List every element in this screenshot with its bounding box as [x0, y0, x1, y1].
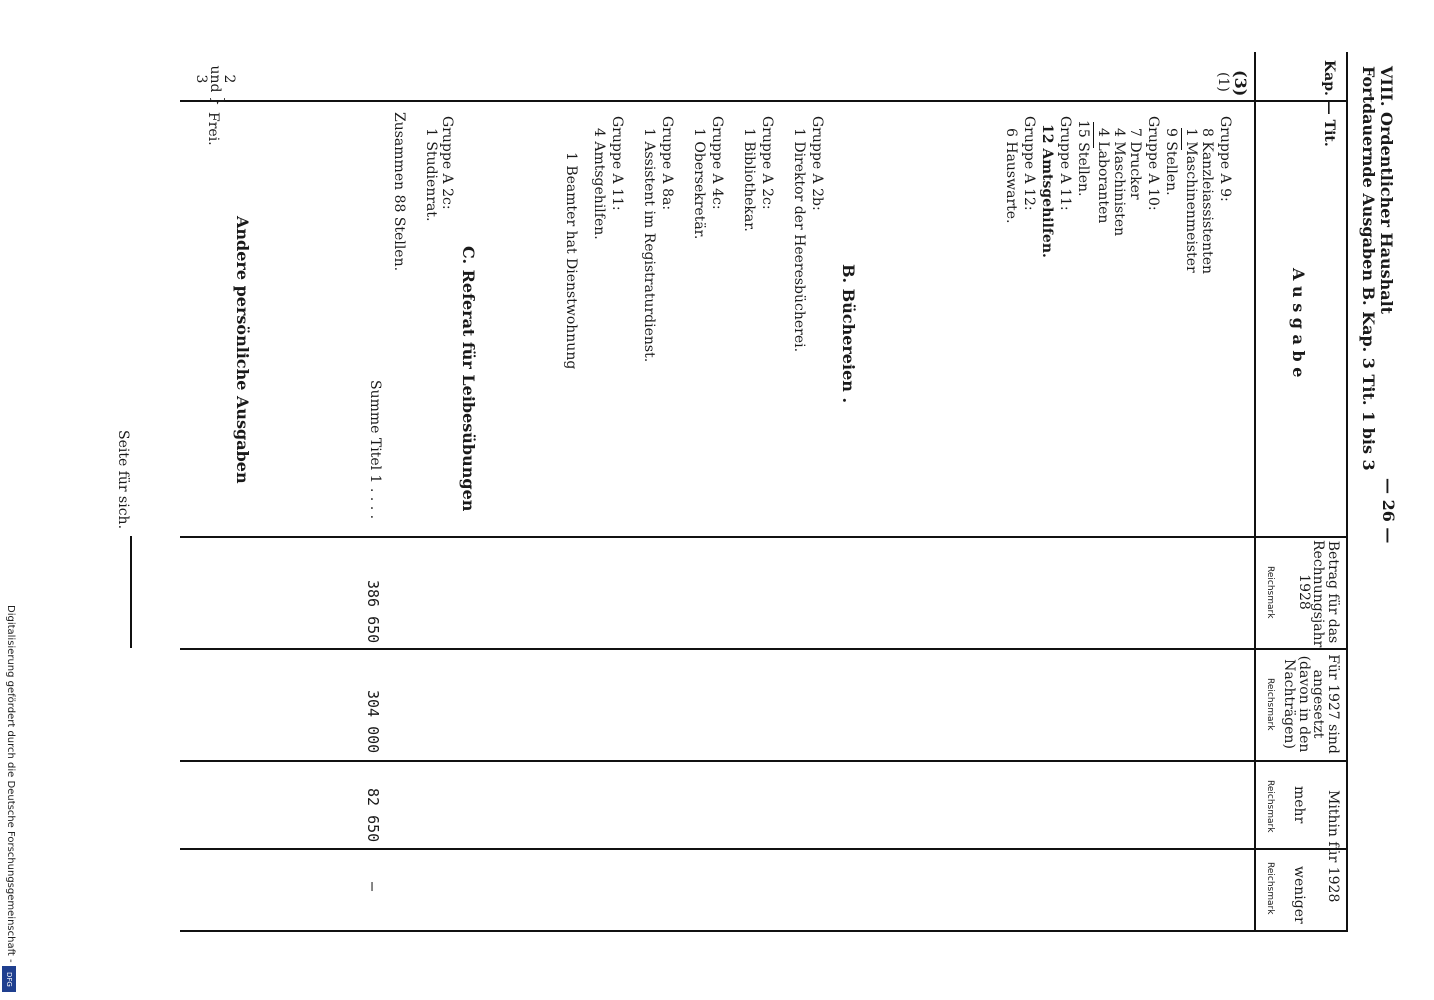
list-item: Gruppe A 12: — [1021, 116, 1037, 211]
section-heading-b: B. Büchereien . — [839, 264, 858, 404]
col-rule-ausgabe — [180, 536, 1348, 538]
subtitle: Fortdauernde Ausgaben B. Kap. 3 Tit. 1 bis 3 — [1359, 66, 1378, 471]
sum-underline — [1181, 128, 1182, 150]
list-item: Gruppe A 9: — [1217, 116, 1233, 202]
list-item: Gruppe A 8a: — [659, 116, 675, 211]
list-item: Gruppe A 2c: — [439, 116, 455, 210]
sum-weniger: — — [364, 882, 382, 892]
col-rule-1927 — [180, 760, 1348, 762]
list-item: 1 Maschinenmeister — [1183, 128, 1199, 273]
sum-mehr: 82 650 — [364, 788, 382, 843]
sum-1927: 304 000 — [364, 690, 382, 754]
col-header-weniger: weniger — [1291, 866, 1307, 924]
kap-number: (3) — [1231, 70, 1250, 97]
list-item: 1 Beamter hat Dienstwohnung — [563, 152, 579, 370]
unit-mehr: Reichsmark — [1265, 780, 1275, 833]
col-rule-mehr — [180, 848, 1348, 850]
col-header-1927: Für 1927 sind angesetzt (davon in den Nachträgen) — [1280, 654, 1341, 754]
list-item: 12 Amtsgehilfen. — [1039, 124, 1055, 258]
list-item: 1 Bibliothekar. — [741, 128, 757, 232]
page-number: — 26 — — [1379, 478, 1398, 544]
list-item: Gruppe A 11: — [609, 116, 625, 211]
list-item: 1 Obersekretär. — [691, 128, 707, 240]
section-heading-andere: Andere persönliche Ausgaben — [233, 216, 252, 484]
col-header-betrag: Betrag für das Rechnungsjahr 1928 — [1295, 540, 1341, 648]
list-item: 1 Studienrat. — [423, 128, 439, 222]
col-header-mehr: mehr — [1291, 786, 1307, 824]
col-header-ausgabe: A u s g a b e — [1289, 268, 1308, 378]
footer-text: Digitalisierung gefördert durch die Deutsche Forschungsgemeinschaft - — [5, 605, 16, 963]
col-rule-betrag — [180, 648, 1348, 650]
tit-number: (1) — [1215, 72, 1231, 92]
list-item: Gruppe A 10: — [1145, 116, 1161, 211]
list-item: Gruppe A 11: — [1057, 116, 1073, 211]
list-item: Gruppe A 2c: — [759, 116, 775, 210]
list-item: 4 Amtsgehilfen. — [591, 128, 607, 240]
digitization-footer — [0, 0, 20, 1000]
unit-weniger: Reichsmark — [1265, 862, 1275, 915]
dfg-logo: DFG — [2, 966, 16, 992]
list-item: 6 Hauswarte. — [1003, 128, 1019, 224]
seite-rule — [130, 536, 132, 648]
table-top-rule — [1346, 52, 1348, 932]
col-header-kap-lit: Kap. — Tit. — [1321, 60, 1337, 147]
list-item: Gruppe A 4c: — [709, 116, 725, 210]
list-item: 1 Direktor der Heeresbücherei. — [791, 128, 807, 353]
brace-glyph: } — [209, 96, 228, 107]
list-item: 8 Kanzleiassistenten — [1199, 128, 1215, 275]
header-bottom-rule — [1254, 52, 1256, 932]
list-item: 4 Maschinisten — [1111, 128, 1127, 237]
sum-label: Summe Titel 1 . . . . — [367, 380, 383, 520]
list-item: Gruppe A 2b: — [809, 116, 825, 211]
col-header-mithin: Mithin für 1928 — [1325, 790, 1341, 903]
list-item: 9 Stellen. — [1163, 128, 1179, 196]
frei-label: Frei. — [205, 112, 221, 146]
list-item: 1 Assistent im Registraturdienst. — [641, 128, 657, 363]
unit-betrag: Reichsmark — [1265, 566, 1275, 619]
seite-fuer-sich: Seite für sich. — [115, 430, 131, 530]
list-item: 4 Laboranten — [1095, 128, 1111, 224]
sum-betrag: 386 650 — [364, 580, 382, 644]
tit-2-und-3: 2 und 3 — [193, 65, 237, 93]
list-item: 7 Drucker — [1127, 128, 1143, 200]
col-rule-kap — [180, 100, 1348, 102]
list-item: Zusammen 88 Stellen. — [391, 112, 407, 272]
unit-1927: Reichsmark — [1265, 678, 1275, 731]
list-item: 15 Stellen. — [1075, 120, 1091, 197]
col-rule-weniger — [180, 930, 1348, 932]
sum-underline — [1093, 122, 1094, 148]
section-title: VIII. Ordentlicher Haushalt — [1377, 66, 1396, 315]
section-heading-c: C. Referat für Leibesübungen — [459, 246, 478, 512]
